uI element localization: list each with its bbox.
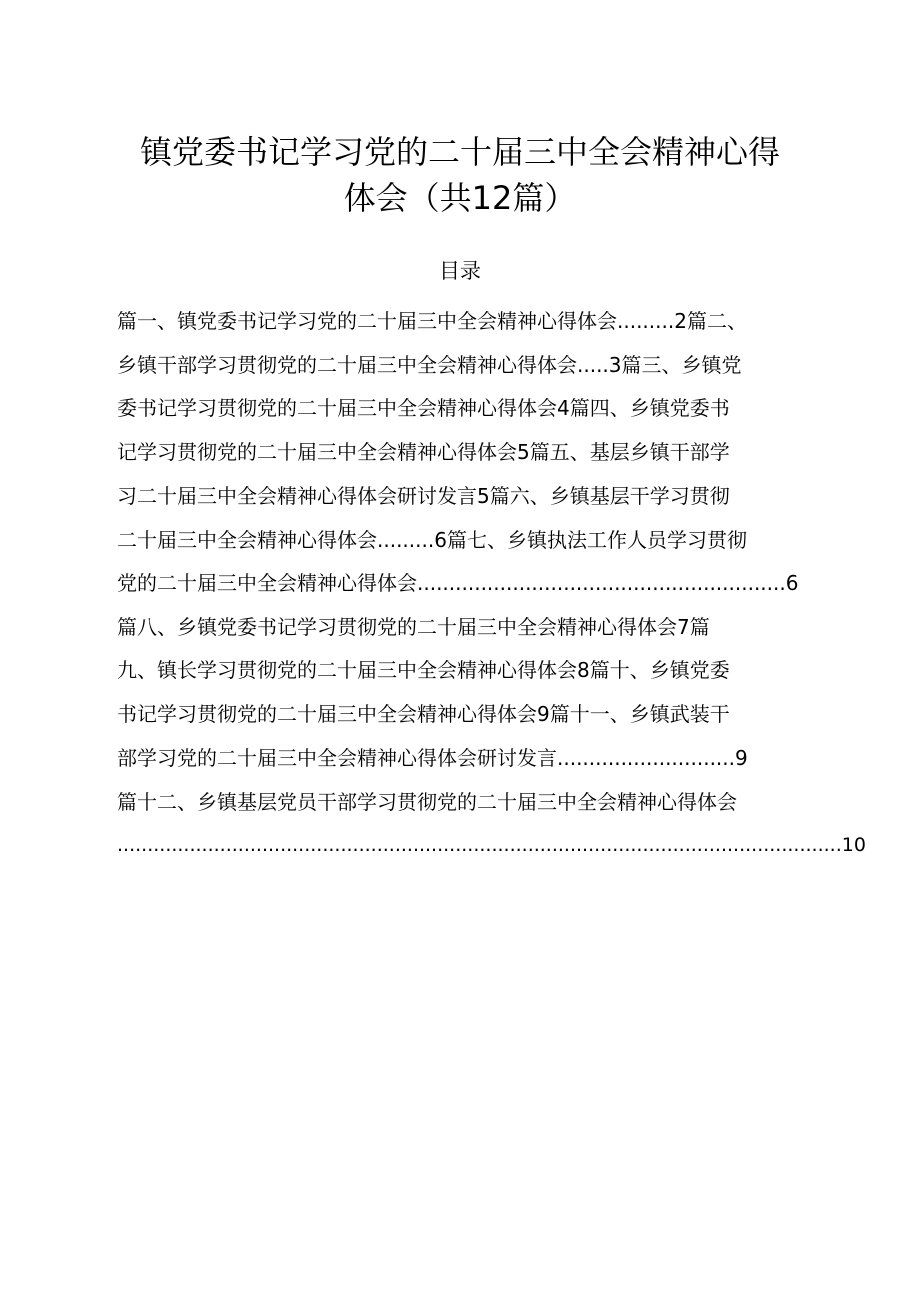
toc-line[interactable]: 习二十届三中全会精神心得体会研讨发言5篇六、乡镇基层干学习贯彻 <box>117 484 730 508</box>
toc-line[interactable]: 记学习贯彻党的二十届三中全会精神心得体会5篇五、基层乡镇干部学 <box>117 440 730 464</box>
document-title-line-2: 体会（共12篇） <box>343 179 577 217</box>
toc-heading: 目录 <box>439 259 481 283</box>
toc-line[interactable]: ........................................................................................................................10 <box>117 834 866 856</box>
toc-line[interactable]: 乡镇干部学习贯彻党的二十届三中全会精神心得体会.....3篇三、乡镇党 <box>117 353 742 377</box>
toc-line[interactable]: 党的二十届三中全会精神心得体会..........................................................6 <box>117 571 799 595</box>
document-title-line-1: 镇党委书记学习党的二十届三中全会精神心得 <box>139 133 780 171</box>
toc-line[interactable]: 九、镇长学习贯彻党的二十届三中全会精神心得体会8篇十、乡镇党委 <box>117 658 730 682</box>
toc-line[interactable]: 部学习党的二十届三中全会精神心得体会研讨发言............................9 <box>117 746 748 770</box>
toc-line[interactable]: 篇十二、乡镇基层党员干部学习贯彻党的二十届三中全会精神心得体会 <box>117 790 737 814</box>
toc-line[interactable]: 书记学习贯彻党的二十届三中全会精神心得体会9篇十一、乡镇武装干 <box>117 702 730 726</box>
toc-line[interactable]: 篇八、乡镇党委书记学习贯彻党的二十届三中全会精神心得体会7篇 <box>117 615 710 639</box>
toc-line[interactable]: 委书记学习贯彻党的二十届三中全会精神心得体会4篇四、乡镇党委书 <box>117 396 730 420</box>
toc-line[interactable]: 篇一、镇党委书记学习党的二十届三中全会精神心得体会.........2篇二、 <box>117 309 747 333</box>
toc-line[interactable]: 二十届三中全会精神心得体会.........6篇七、乡镇执法工作人员学习贯彻 <box>117 528 747 552</box>
